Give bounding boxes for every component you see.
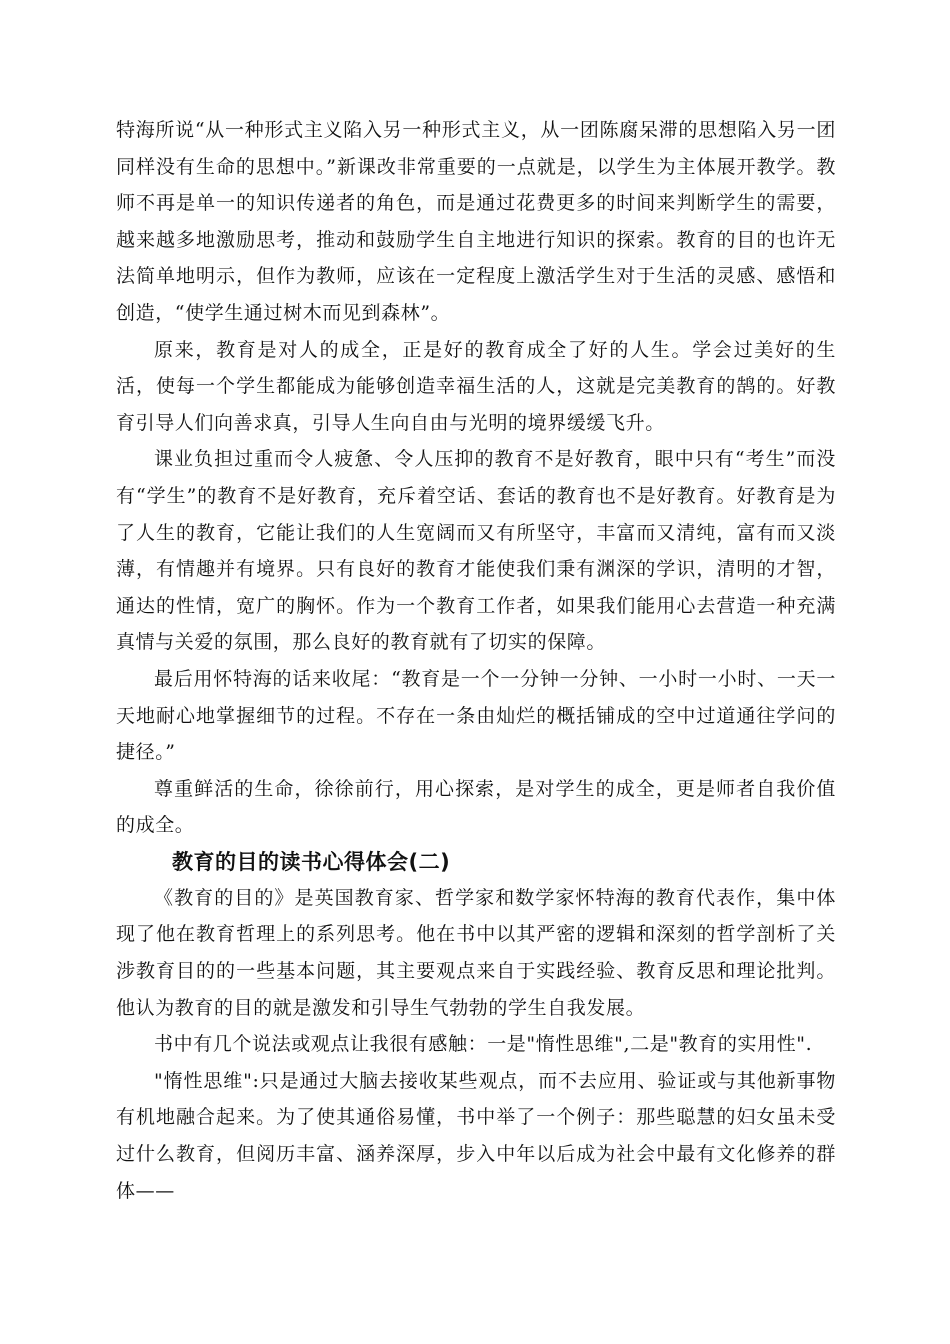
paragraph: 原来，教育是对人的成全，正是好的教育成全了好的人生。学会过美好的生活，使每一个学生都能成为能够创造幸福生活的人，这就是完美教育的鹄的。好教育引导人们向善求真，引导人生向自由与光明的境界缓缓飞升。 xyxy=(116,338,836,434)
paragraph: "惰性思维":只是通过大脑去接收某些观点，而不去应用、验证或与其他新事物有机地融合起来。为了使其通俗易懂，书中举了一个例子：那些聪慧的妇女虽未受过什么教育，但阅历丰富、涵养深厚，步入中年以后成为社会中最有文化修养的群体—— xyxy=(116,1069,836,1202)
paragraph: 最后用怀特海的话来收尾：“教育是一个一分钟一分钟、一小时一小时、一天一天地耐心地掌握细节的过程。不存在一条由灿烂的概括铺成的空中过道通往学问的捷径。” xyxy=(116,667,836,764)
paragraph: 课业负担过重而令人疲惫、令人压抑的教育不是好教育，眼中只有“考生”而没有“学生”的教育不是好教育，充斥着空话、套话的教育也不是好教育。好教育是为了人生的教育，它能让我们的人生宽阔而又有所坚守，丰富而又清纯，富有而又淡薄，有情趣并有境界。只有良好的教育才能使我们秉有渊深的学识，清明的才智，通达的性情，宽广的胸怀。作为一个教育工作者，如果我们能用心去营造一种充满真情与关爱的氛围，那么良好的教育就有了切实的保障。 xyxy=(116,448,836,654)
section-heading: 教育的目的读书心得体会(二) xyxy=(172,849,451,874)
paragraph: 尊重鲜活的生命，徐徐前行，用心探索，是对学生的成全，更是师者自我价值的成全。 xyxy=(116,777,836,837)
paragraph: 《教育的目的》是英国教育家、哲学家和数学家怀特海的教育代表作，集中体现了他在教育哲理上的系列思考。他在书中以其严密的逻辑和深刻的哲学剖析了关涉教育目的的一些基本问题，其主要观点来自于实践经验、教育反思和理论批判。他认为教育的目的就是激发和引导生气勃勃的学生自我发展。 xyxy=(116,886,836,1019)
paragraph-continuation: 特海所说“从一种形式主义陷入另一种形式主义，从一团陈腐呆滞的思想陷入另一团同样没有生命的思想中。”新课改非常重要的一点就是，以学生为主体展开教学。教师不再是单一的知识传递者的角色，而是通过花费更多的时间来判断学生的需要，越来越多地激励思考，推动和鼓励学生自主地进行知识的探索。教育的目的也许无法简单地明示，但作为教师，应该在一定程度上激活学生对于生活的灵感、感悟和创造，“使学生通过树木而见到森林”。 xyxy=(116,119,836,324)
paragraph: 书中有几个说法或观点让我很有感触：一是"惰性思维",二是"教育的实用性". xyxy=(154,1033,813,1056)
document-body xyxy=(116,112,836,1209)
